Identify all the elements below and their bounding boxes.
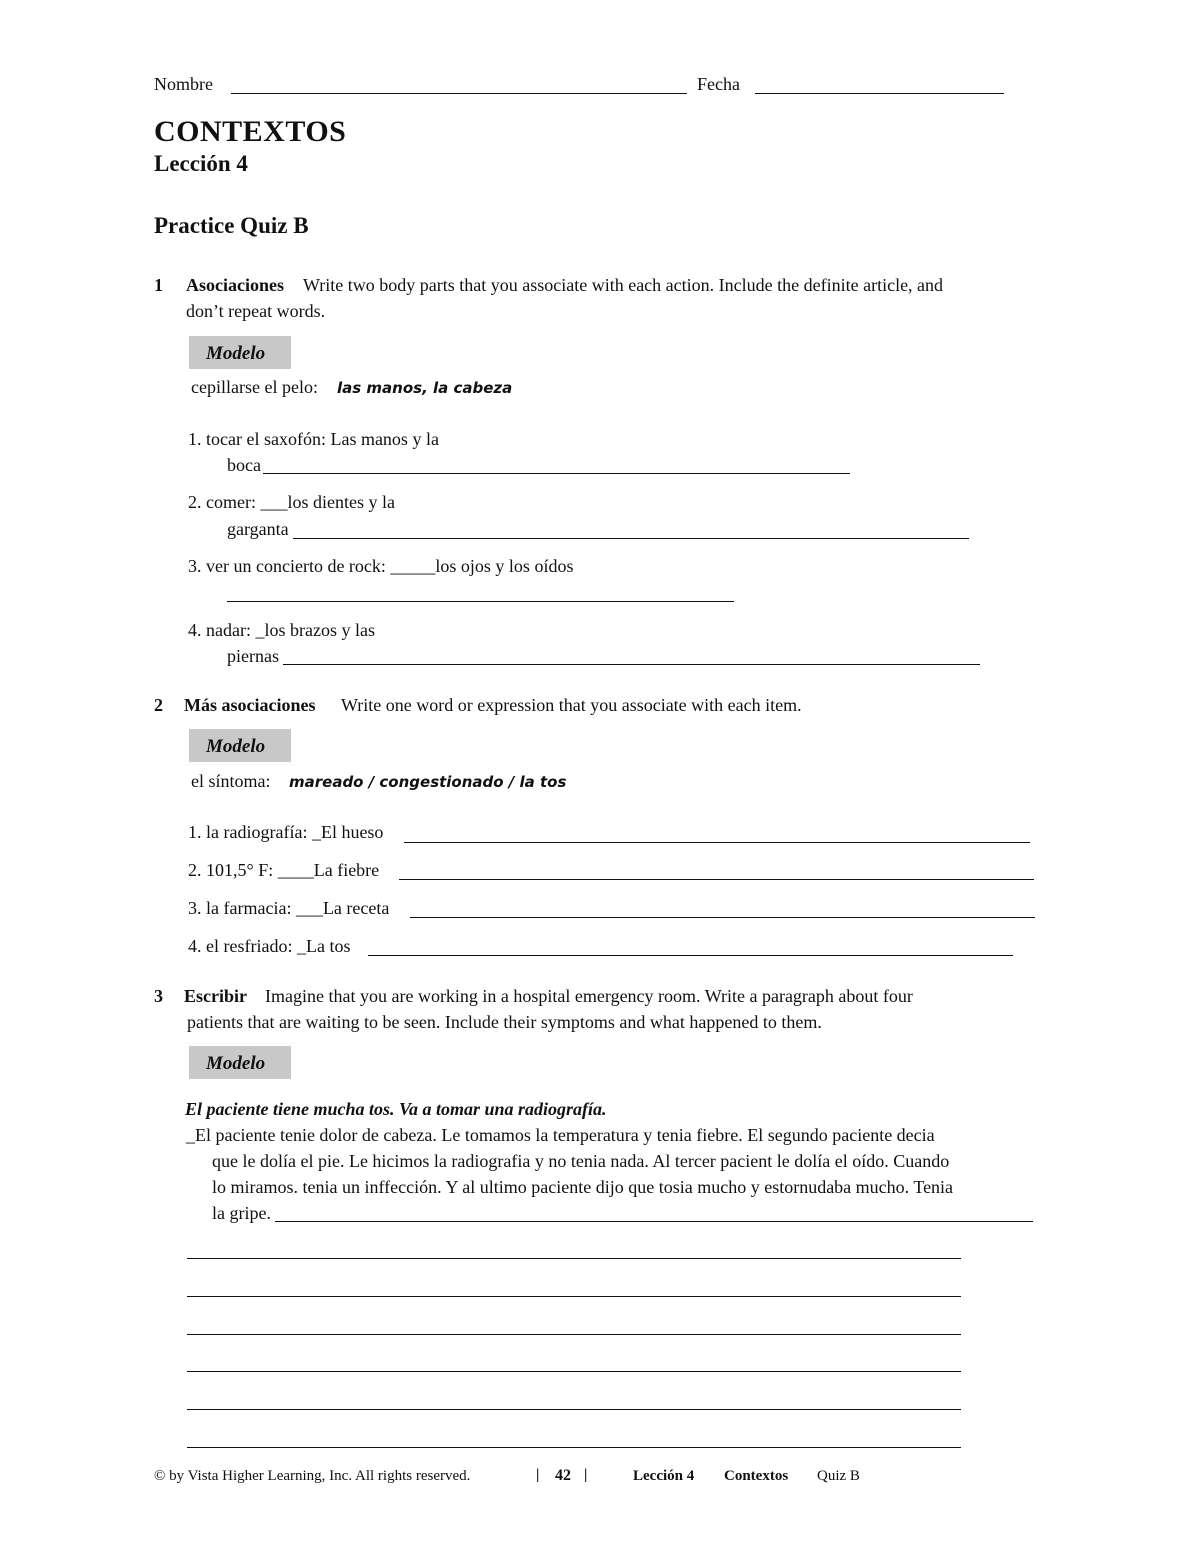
footer-copyright: © by Vista Higher Learning, Inc. All rights reserved. [154,1468,471,1484]
footer-separator-left: | [536,1467,540,1483]
section-2-heading: Más asociaciones [184,695,316,715]
footer-page-number: 42 [555,1467,571,1484]
date-field[interactable] [755,93,1004,94]
s3-writing-line[interactable] [187,1334,961,1335]
quiz-title: Practice Quiz B [154,213,309,238]
s3-writing-line[interactable] [187,1447,961,1448]
section-3-modelo-badge: Modelo [189,1046,291,1079]
s3-answer-line-4: la gripe. [212,1203,271,1223]
lesson-subtitle: Lección 4 [154,151,248,176]
footer-separator-right: | [584,1467,588,1483]
section-3-instructions-cont: patients that are waiting to be seen. Include their symptoms and what happened to them. [187,1012,822,1032]
section-1-example-answer: las manos, la cabeza [337,379,513,397]
s2-item-1-blank[interactable] [404,842,1030,843]
s2-item-3-blank[interactable] [410,917,1035,918]
section-2-example-prompt: el síntoma: [191,771,271,791]
s1-item-4-answer: piernas [227,646,279,666]
section-2-number: 2 [154,695,163,715]
section-2-example-answer: mareado / congestionado / la tos [289,773,567,791]
s2-item-3: 3. la farmacia: ___La receta [188,898,390,918]
s2-item-4: 4. el resfriado: _La tos [188,936,351,956]
section-1-modelo-badge: Modelo [189,336,291,369]
s1-item-2-answer: garganta [227,519,289,539]
s2-item-2: 2. 101,5° F: ____La fiebre [188,860,380,880]
s3-answer-line-2: que le dolía el pie. Le hicimos la radiografia y no tenia nada. Al tercer pacient le dolía el oído. Cuando [212,1151,950,1171]
section-3-number: 3 [154,986,163,1006]
s1-item-1-blank[interactable] [263,473,850,474]
section-3-heading: Escribir [184,986,247,1006]
footer-quiz: Quiz B [817,1468,860,1484]
s1-item-4-prompt: 4. nadar: _los brazos y las [188,620,375,640]
section-1-instructions: Write two body parts that you associate with each action. Include the definite article, and [303,275,944,295]
footer-lesson: Lección 4 [633,1468,695,1484]
s3-answer-blank-0[interactable] [275,1221,1033,1222]
s3-writing-line[interactable] [187,1296,961,1297]
date-label: Fecha [697,74,740,94]
s3-writing-line[interactable] [187,1409,961,1410]
section-1-heading: Asociaciones [186,275,284,295]
name-field[interactable] [231,93,687,94]
s1-item-4-blank[interactable] [283,664,980,665]
section-3-instructions: Imagine that you are working in a hospital emergency room. Write a paragraph about four [265,986,913,1006]
s2-item-2-blank[interactable] [399,879,1034,880]
s1-item-2-prompt: 2. comer: ___los dientes y la [188,492,395,512]
footer-section: Contextos [724,1468,789,1484]
s1-item-2-blank[interactable] [293,538,969,539]
s3-answer-line-3: lo miramos. tenia un inffección. Y al ultimo paciente dijo que tosia mucho y estornudaba mucho. Tenia [212,1177,954,1197]
section-3-example: El paciente tiene mucha tos. Va a tomar una radiografía. [185,1099,607,1119]
section-2-instructions: Write one word or expression that you associate with each item. [341,695,802,715]
s1-item-3-blank[interactable] [227,601,734,602]
s2-item-4-blank[interactable] [368,955,1013,956]
section-2-modelo-badge: Modelo [189,729,291,762]
name-label: Nombre [154,74,213,94]
s2-item-1: 1. la radiografía: _El hueso [188,822,384,842]
s1-item-1-answer: boca [227,455,261,475]
page-title: CONTEXTOS [154,115,347,148]
section-1-example-prompt: cepillarse el pelo: [191,377,318,397]
section-1-number: 1 [154,275,163,295]
s1-item-3-prompt: 3. ver un concierto de rock: _____los ojos y los oídos [188,556,574,576]
s3-writing-line[interactable] [187,1258,961,1259]
s3-writing-line[interactable] [187,1371,961,1372]
s3-answer-line-1: _El paciente tenie dolor de cabeza. Le tomamos la temperatura y tenia fiebre. El segundo paciente decia [186,1125,935,1145]
s1-item-1-prompt: 1. tocar el saxofón: Las manos y la [188,429,439,449]
section-1-instructions-cont: don’t repeat words. [186,301,326,321]
